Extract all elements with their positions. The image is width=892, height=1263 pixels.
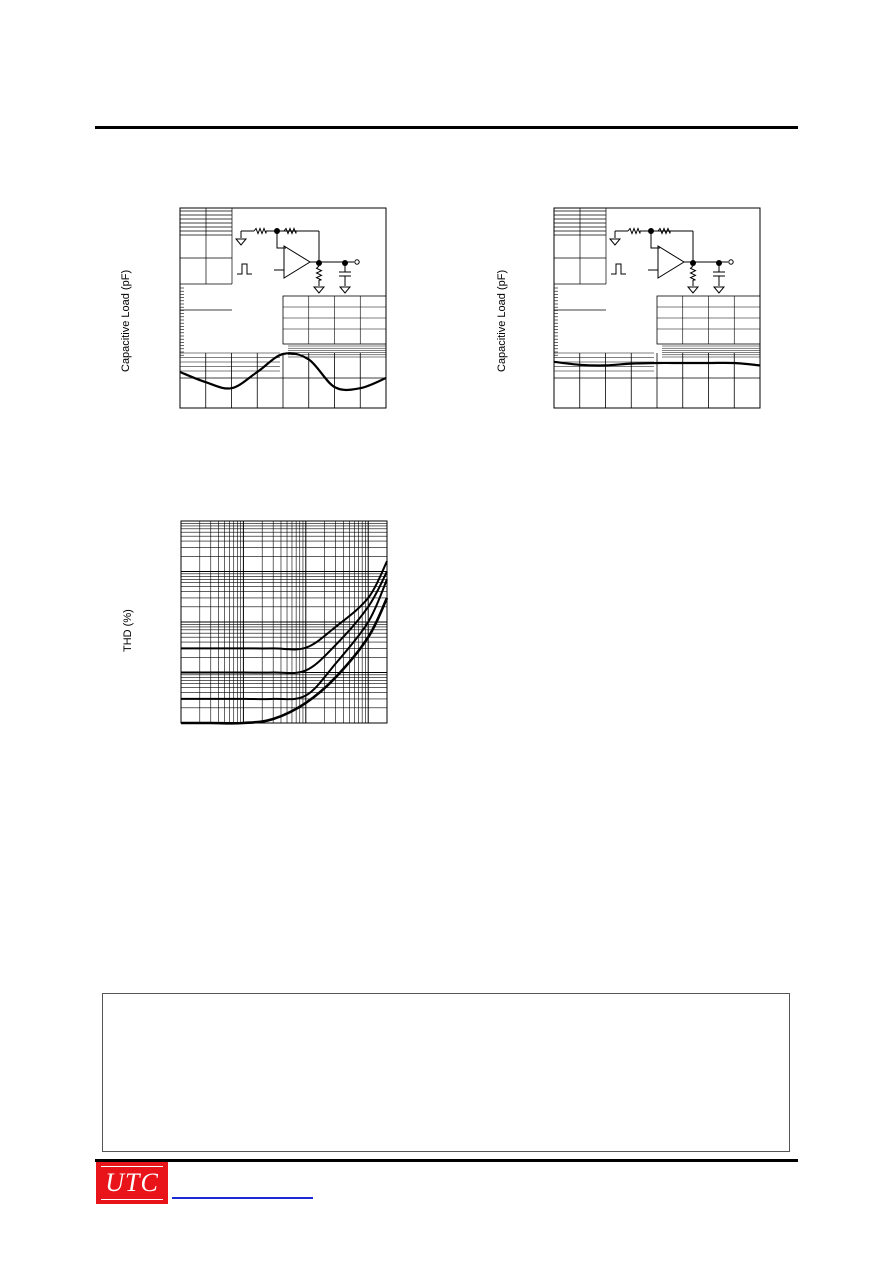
output-terminal-icon xyxy=(355,260,359,264)
chart3-thd xyxy=(180,520,388,724)
inset-background xyxy=(234,210,384,292)
chart1-capacitive-load xyxy=(179,207,387,409)
chart2-capacitive-load xyxy=(553,207,761,409)
header-rule xyxy=(95,126,798,129)
utc-logo xyxy=(96,1162,168,1204)
footer-link[interactable] xyxy=(172,1197,313,1199)
inset-background xyxy=(608,210,758,292)
footer-rule xyxy=(95,1159,798,1162)
logo-text: UTC xyxy=(105,1168,159,1197)
note-box xyxy=(102,993,790,1152)
output-terminal-icon xyxy=(729,260,733,264)
data-series-line xyxy=(181,561,387,649)
chart3-ylabel: THD (%) xyxy=(122,609,134,652)
junction-dot xyxy=(316,260,322,266)
data-series-line xyxy=(181,598,387,723)
chart1-ylabel: Capacitive Load (pF) xyxy=(120,269,132,372)
junction-dot xyxy=(690,260,696,266)
data-series-line xyxy=(181,579,387,699)
chart2-ylabel: Capacitive Load (pF) xyxy=(496,269,508,372)
